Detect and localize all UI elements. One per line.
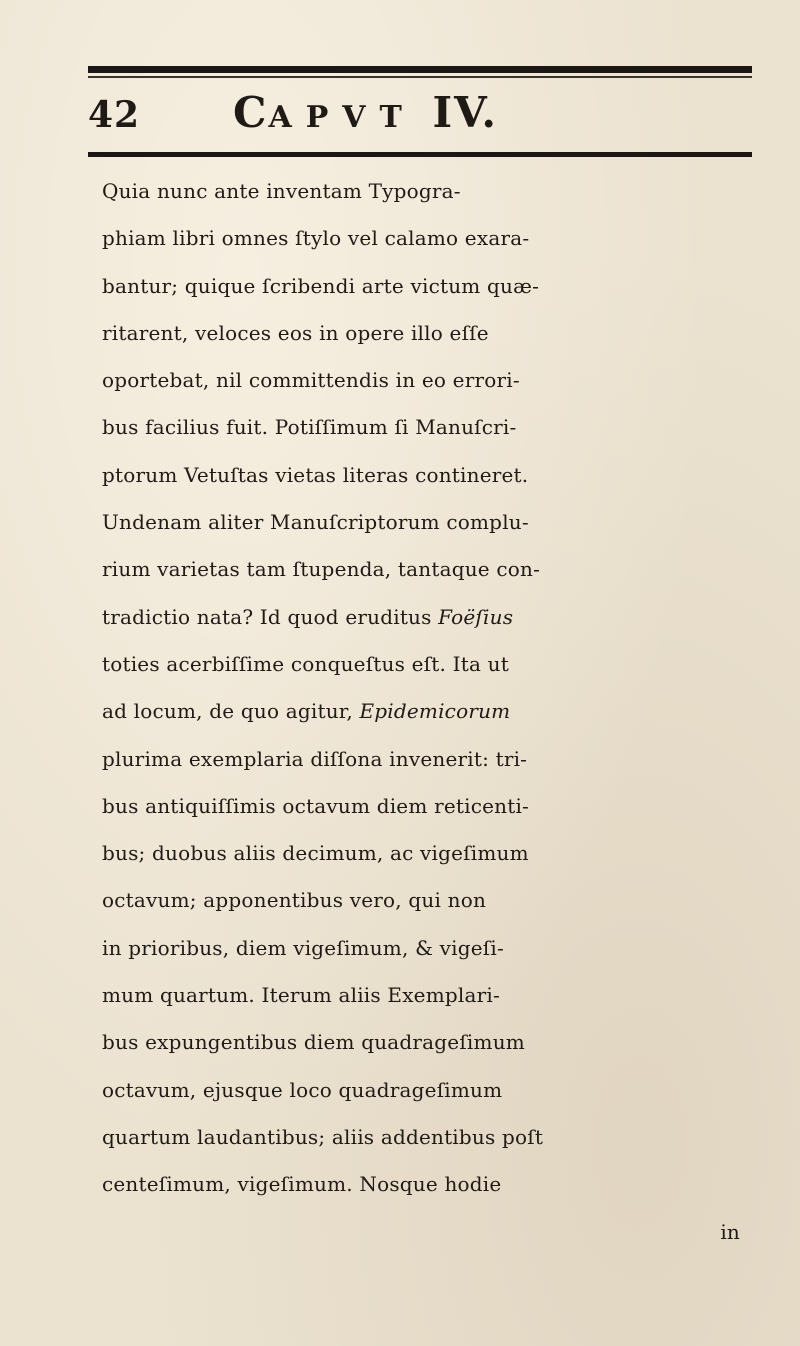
text-line: bus; duobus aliis decimum, ac vigeſimum: [102, 841, 529, 866]
text-line: quartum laudantibus; aliis addentibus poſt: [102, 1124, 544, 1149]
text-line: bus expungentibus diem quadrageſimum: [102, 1030, 525, 1055]
text-line: bus antiquiſſimis octavum diem reticenti-: [102, 793, 530, 818]
text-line: Quia nunc ante inventam Typogra-: [102, 179, 461, 203]
text-line: octavum, ejusque loco quadrageſimum: [102, 1077, 503, 1102]
italic-name: Foëſius: [438, 604, 514, 629]
text-line: rium varietas tam ſtupenda, tantaque con-: [102, 557, 541, 582]
text-line: octavum; apponentibus vero, qui non: [102, 888, 487, 913]
text-line: Undenam aliter Manuſcriptorum complu-: [102, 510, 529, 535]
text-line: mum quartum. Iterum aliis Exemplari-: [102, 983, 500, 1008]
text-line: ptorum Vetuſtas vietas literas contineret.: [102, 462, 529, 487]
catchword: in: [720, 1219, 740, 1244]
running-head: [233, 88, 498, 137]
text-line: bus facilius fuit. Potiſſimum ſi Manuſcri-: [102, 415, 517, 440]
italic-title: Epidemicorum: [359, 699, 511, 724]
running-head-rest: APVT: [268, 100, 416, 135]
text-line: toties acerbiſſime conqueſtus eſt. Ita ut: [102, 651, 509, 676]
text-line: in prioribus, diem vigeſimum, & vigeſi-: [102, 935, 504, 960]
header-rule-bottom: [88, 152, 752, 157]
header-rule-thick: [88, 66, 752, 73]
body-text: [102, 168, 762, 1256]
text-line: oportebat, nil committendis in eo errori-: [102, 368, 520, 393]
text-line: centeſimum, vigeſimum. Nosque hodie: [102, 1172, 502, 1197]
running-head-initial: C: [233, 88, 269, 137]
text-line: plurima exemplaria diſſona invenerit: tri-: [102, 746, 528, 771]
text-line: bantur; quique ſcribendi arte victum quæ-: [102, 273, 540, 298]
header-rule-thin: [88, 76, 752, 78]
page-number: 42: [88, 94, 141, 136]
text-line: tradictio nata? Id quod eruditus Foëſius: [102, 604, 514, 629]
text-line: phiam libri omnes ſtylo vel calamo exara-: [102, 226, 530, 251]
page-header: [88, 86, 752, 146]
text-line: ritarent, veloces eos in opere illo eſſe: [102, 320, 489, 345]
text-line: ad locum, de quo agitur, Epidemicorum: [102, 699, 511, 724]
chapter-numeral: IV.: [432, 88, 499, 137]
